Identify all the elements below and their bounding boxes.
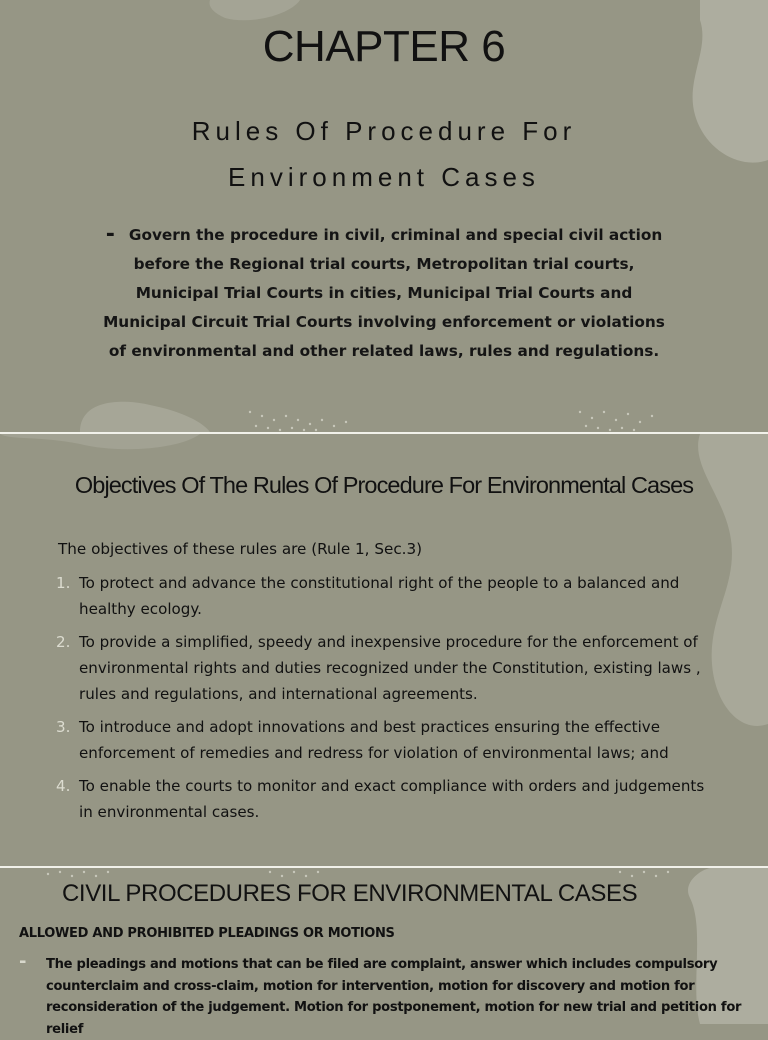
description-text: Govern the procedure in civil, criminal and special civil action before the Regional trial courts, Metropolitan trial courts, Municipal Trial Courts in cities, Municipal Trial Courts and Municipal Circuit Trial Courts involving enforcement or violations of environmental and other related laws, rules and regulations. [103,226,665,360]
bullet-dash: - [19,951,27,972]
item-number: 4. [56,777,71,795]
objectives-heading: Objectives Of The Rules Of Procedure For Environmental Cases [74,472,694,498]
subtitle-line-2: Environment Cases [228,162,540,192]
list-item [56,629,716,707]
chapter-subtitle [0,108,768,200]
pleadings-subheading: ALLOWED AND PROHIBITED PLEADINGS OR MOTIONS [19,926,395,941]
slide-title [0,0,768,432]
pleadings-paragraph [19,951,764,1040]
item-text: To enable the courts to monitor and exact compliance with orders and judgements in environmental cases. [79,777,705,821]
pleadings-text: The pleadings and motions that can be filed are complaint, answer which includes compulsory counterclaim and cross-claim, motion for intervention, motion for discovery and motion for reconsideration of the judgement. Motion for postponement, motion for new trial and petition for relief [46,957,742,1037]
item-number: 1. [56,574,71,592]
chapter-title: CHAPTER 6 [262,22,506,71]
dots-pattern [249,411,653,431]
slide-civil-procedures [0,868,768,1037]
list-item [56,773,716,825]
item-text: To protect and advance the constitutional right of the people to a balanced and healthy ecology. [79,574,680,618]
civil-procedures-heading: CIVIL PROCEDURES FOR ENVIRONMENTAL CASES [62,880,638,907]
item-text: To introduce and adopt innovations and best practices ensuring the effective enforcement of remedies and redress for violation of environmental laws; and [79,718,669,762]
item-number: 2. [56,633,71,651]
objectives-list [56,570,716,832]
list-item [56,714,716,766]
bullet-dash: - [105,222,115,247]
chapter-description [100,220,668,366]
item-text: To provide a simplified, speedy and inexpensive procedure for the enforcement of environmental rights and duties recognized under the Constitution, existing laws , rules and regulations, and international agreements. [79,633,701,703]
objectives-intro: The objectives of these rules are (Rule 1, Sec.3) [58,540,423,558]
slide-objectives [0,434,768,866]
dots-pattern [47,871,669,877]
subtitle-line-1: Rules Of Procedure For [191,116,577,146]
item-number: 3. [56,718,71,736]
list-item [56,570,716,622]
